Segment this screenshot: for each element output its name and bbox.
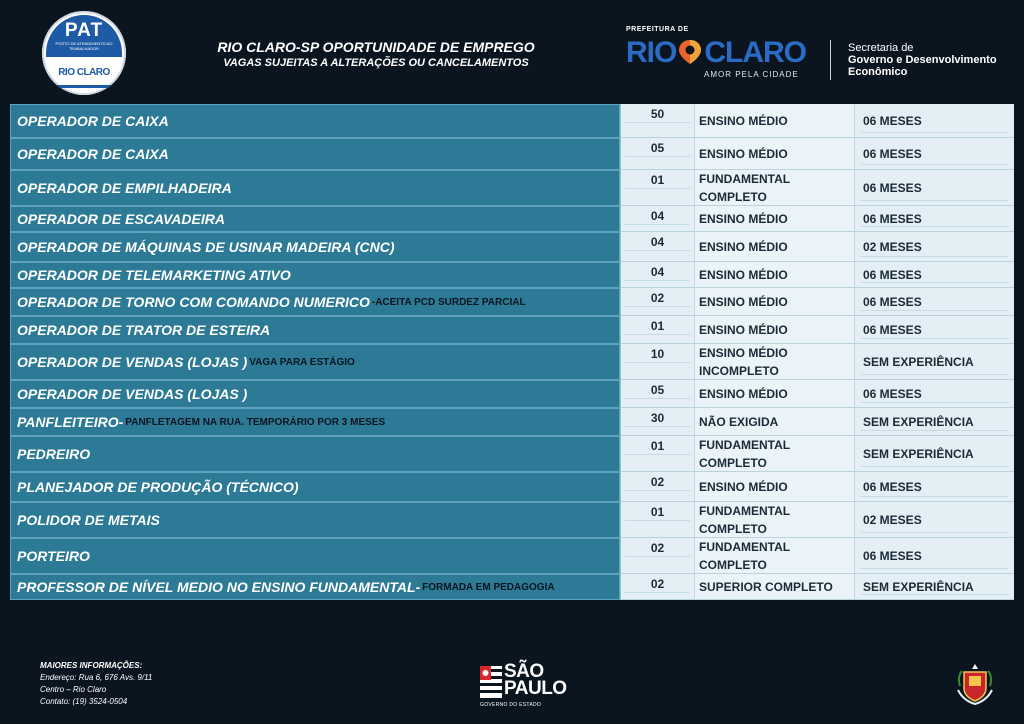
job-vacancies: 02: [621, 574, 694, 600]
job-title: OPERADOR DE VENDAS (LOJAS ): [17, 386, 248, 402]
jobs-table: [10, 104, 1014, 600]
job-experience: 02 MESES: [863, 512, 922, 527]
job-row: [10, 502, 1014, 538]
job-education-cell: [694, 472, 854, 502]
job-row: [10, 344, 1014, 380]
job-title-cell: [10, 472, 620, 502]
job-title-cell: [10, 170, 620, 206]
job-row: [10, 104, 1014, 138]
job-education: ENSINO MÉDIO: [699, 322, 788, 337]
job-education: ENSINO MÉDIO: [699, 239, 788, 254]
job-title: PORTEIRO: [17, 548, 90, 564]
job-experience: 06 MESES: [863, 479, 922, 494]
job-row: [10, 206, 1014, 232]
job-title-cell: [10, 502, 620, 538]
job-vacancies: 50: [621, 104, 694, 138]
job-row: [10, 472, 1014, 502]
job-experience-cell: [854, 104, 1014, 138]
job-row: [10, 408, 1014, 436]
rio-claro-logo: [626, 26, 826, 82]
job-title: OPERADOR DE TORNO COM COMANDO NUMERICO: [17, 294, 370, 310]
map-pin-icon: [677, 39, 703, 65]
pat-logo-text: PAT: [64, 20, 104, 41]
job-education: FUNDAMENTAL COMPLETO: [699, 503, 790, 536]
job-experience: 06 MESES: [863, 146, 922, 161]
job-education: ENSINO MÉDIO: [699, 386, 788, 401]
job-title: PLANEJADOR DE PRODUÇÃO (TÉCNICO): [17, 479, 299, 495]
pat-logo-subtext: POSTO DE ATENDIMENTO AO TRABALHADOR: [55, 41, 113, 51]
job-title: PROFESSOR DE NÍVEL MEDIO NO ENSINO FUNDAMENTAL-: [17, 579, 421, 595]
job-note: VAGA PARA ESTÁGIO: [249, 356, 355, 368]
job-vacancies: 30: [621, 408, 694, 436]
job-title-cell: [10, 262, 620, 288]
job-experience: SEM EXPERIÊNCIA: [863, 354, 974, 369]
info-heading: MAIORES INFORMAÇÕES:: [40, 661, 143, 670]
job-experience-cell: [854, 170, 1014, 206]
sp-flag-icon: [480, 666, 502, 698]
job-title: PANFLEITEIRO-: [17, 414, 124, 430]
job-education: SUPERIOR COMPLETO: [699, 579, 833, 594]
job-row: [10, 316, 1014, 344]
pat-logo-underline: [52, 85, 116, 88]
job-title: OPERADOR DE CAIXA: [17, 146, 169, 162]
job-title-cell: [10, 538, 620, 574]
job-experience: 06 MESES: [863, 294, 922, 309]
job-title: OPERADOR DE TRATOR DE ESTEIRA: [17, 322, 271, 338]
job-title-cell: [10, 436, 620, 472]
job-experience-cell: [854, 288, 1014, 316]
job-education-cell: [694, 408, 854, 436]
job-education-cell: [694, 138, 854, 170]
job-vacancies: 01: [621, 170, 694, 206]
job-row: [10, 574, 1014, 600]
job-vacancies: 05: [621, 380, 694, 408]
job-education: ENSINO MÉDIO: [699, 479, 788, 494]
job-experience-cell: [854, 408, 1014, 436]
job-education: ENSINO MÉDIO INCOMPLETO: [699, 345, 788, 378]
job-experience-cell: [854, 316, 1014, 344]
job-row: [10, 436, 1014, 472]
job-education: NÃO EXIGIDA: [699, 414, 779, 429]
job-vacancies: 02: [621, 538, 694, 574]
job-experience-cell: [854, 380, 1014, 408]
job-vacancies: 01: [621, 436, 694, 472]
logo-divider: [830, 40, 831, 80]
job-education-cell: [694, 262, 854, 288]
info-address: Endereço: Rua 6, 676 Avs. 9/11: [40, 673, 153, 682]
job-education-cell: [694, 232, 854, 262]
job-experience-cell: [854, 232, 1014, 262]
job-experience-cell: [854, 344, 1014, 380]
job-experience: SEM EXPERIÊNCIA: [863, 414, 974, 429]
city-logo-right: CLARO: [704, 36, 806, 69]
job-row: [10, 538, 1014, 574]
job-note: -ACEITA PCD SURDEZ PARCIAL: [371, 296, 526, 308]
job-row: [10, 288, 1014, 316]
job-education-cell: [694, 206, 854, 232]
job-experience: 02 MESES: [863, 239, 922, 254]
job-title: OPERADOR DE EMPILHADEIRA: [17, 180, 232, 196]
job-title-cell: [10, 138, 620, 170]
job-experience: 06 MESES: [863, 548, 922, 563]
job-experience-cell: [854, 262, 1014, 288]
job-vacancies: 02: [621, 288, 694, 316]
job-education-cell: [694, 104, 854, 138]
sp-logo-line-2: PAULO: [504, 678, 567, 699]
job-experience: SEM EXPERIÊNCIA: [863, 446, 974, 461]
job-vacancies: 05: [621, 138, 694, 170]
info-contact: Contato: (19) 3524-0504: [40, 697, 128, 706]
state-coat-of-arms-icon: [956, 662, 994, 706]
job-experience-cell: [854, 206, 1014, 232]
job-title-cell: [10, 344, 620, 380]
job-row: [10, 232, 1014, 262]
job-experience-cell: [854, 138, 1014, 170]
job-experience: 06 MESES: [863, 322, 922, 337]
prefeitura-label: PREFEITURA DE: [626, 26, 689, 33]
pat-logo-city: RIO CLARO: [58, 67, 110, 78]
job-education-cell: [694, 288, 854, 316]
job-experience: 06 MESES: [863, 113, 922, 128]
job-vacancies: 04: [621, 262, 694, 288]
sp-logo-sub: GOVERNO DO ESTADO: [480, 702, 542, 708]
job-title-cell: [10, 380, 620, 408]
city-logo-left: RIO: [626, 36, 677, 69]
job-experience-cell: [854, 538, 1014, 574]
header-titles: [186, 38, 566, 70]
job-experience-cell: [854, 502, 1014, 538]
job-row: [10, 262, 1014, 288]
job-title-cell: [10, 316, 620, 344]
job-title-cell: [10, 206, 620, 232]
job-experience: 06 MESES: [863, 267, 922, 282]
job-education-cell: [694, 380, 854, 408]
job-title: OPERADOR DE CAIXA: [17, 113, 169, 129]
job-education: FUNDAMENTAL COMPLETO: [699, 171, 790, 204]
job-vacancies: 10: [621, 344, 694, 380]
job-experience: 06 MESES: [863, 180, 922, 195]
job-experience: SEM EXPERIÊNCIA: [863, 579, 974, 594]
job-education-cell: [694, 316, 854, 344]
job-education: ENSINO MÉDIO: [699, 146, 788, 161]
job-education: ENSINO MÉDIO: [699, 294, 788, 309]
job-education: FUNDAMENTAL COMPLETO: [699, 437, 790, 470]
job-vacancies: 04: [621, 206, 694, 232]
city-logo-wordmark: [626, 36, 806, 70]
job-experience-cell: [854, 436, 1014, 472]
job-education-cell: [694, 574, 854, 600]
job-education-cell: [694, 170, 854, 206]
job-experience: 06 MESES: [863, 211, 922, 226]
job-title: PEDREIRO: [17, 446, 91, 462]
job-title: OPERADOR DE TELEMARKETING ATIVO: [17, 267, 291, 283]
job-education: ENSINO MÉDIO: [699, 113, 788, 128]
job-vacancies: 04: [621, 232, 694, 262]
job-vacancies: 01: [621, 502, 694, 538]
job-education-cell: [694, 344, 854, 380]
job-title-cell: [10, 574, 620, 600]
job-experience-cell: [854, 472, 1014, 502]
job-education-cell: [694, 436, 854, 472]
job-row: [10, 380, 1014, 408]
job-education: ENSINO MÉDIO: [699, 267, 788, 282]
job-education-cell: [694, 502, 854, 538]
job-experience-cell: [854, 574, 1014, 600]
secretaria-label: [848, 42, 997, 78]
contact-info: [40, 660, 152, 708]
job-education: FUNDAMENTAL COMPLETO: [699, 539, 790, 572]
info-district: Centro – Rio Claro: [40, 685, 107, 694]
job-title: OPERADOR DE ESCAVADEIRA: [17, 211, 225, 227]
page-subtitle: VAGAS SUJEITAS A ALTERAÇÕES OU CANCELAMENTOS: [223, 57, 529, 69]
job-vacancies: 02: [621, 472, 694, 502]
job-row: [10, 170, 1014, 206]
job-title: OPERADOR DE VENDAS (LOJAS ): [17, 354, 248, 370]
job-title: OPERADOR DE MÁQUINAS DE USINAR MADEIRA (CNC): [17, 239, 395, 255]
job-experience: 06 MESES: [863, 386, 922, 401]
sao-paulo-logo: [478, 661, 567, 709]
secretaria-line-2: Governo e Desenvolvimento: [848, 54, 997, 66]
secretaria-line-3: Econômico: [848, 66, 908, 78]
job-education: ENSINO MÉDIO: [699, 211, 788, 226]
job-title-cell: [10, 288, 620, 316]
job-title-cell: [10, 232, 620, 262]
job-vacancies: 01: [621, 316, 694, 344]
job-title-cell: [10, 104, 620, 138]
job-title-cell: [10, 408, 620, 436]
job-row: [10, 138, 1014, 170]
job-note: PANFLETAGEM NA RUA. TEMPORÁRIO POR 3 MESES: [125, 416, 386, 428]
job-note: FORMADA EM PEDAGOGIA: [422, 581, 555, 593]
sp-logo-line-1: SÃO: [504, 661, 544, 682]
secretaria-line-1: Secretaria de: [848, 42, 914, 54]
job-education-cell: [694, 538, 854, 574]
page-title: RIO CLARO-SP OPORTUNIDADE DE EMPREGO: [217, 39, 535, 55]
sp-logo-wordmark: [504, 663, 567, 697]
pat-logo: [42, 11, 126, 95]
city-slogan: AMOR PELA CIDADE: [704, 70, 799, 79]
job-title: POLIDOR DE METAIS: [17, 512, 160, 528]
